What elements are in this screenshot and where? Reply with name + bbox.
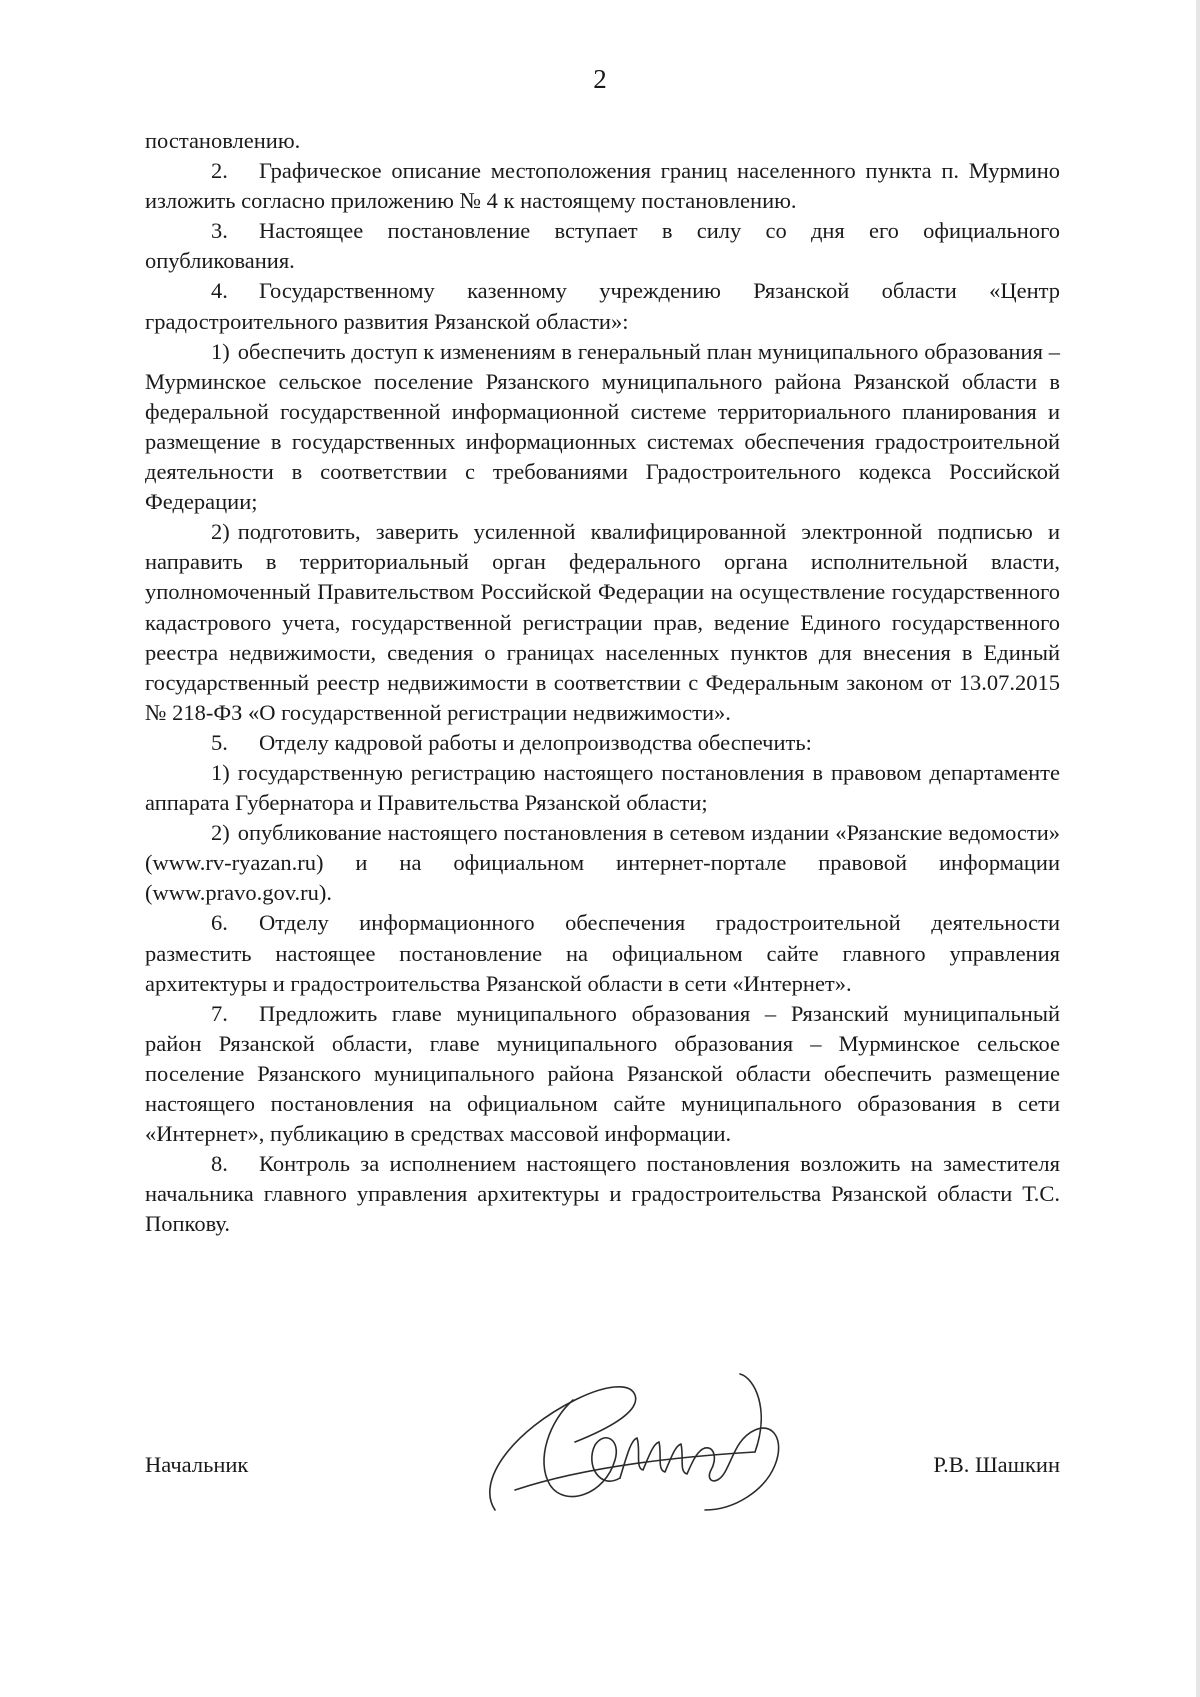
signer-title: Начальник (145, 1452, 249, 1477)
item-4-text: Государственному казенному учреждению Рязанской области «Центр градостроительного развития Рязанской области»: (145, 278, 1060, 334)
item-7 (145, 999, 1060, 1149)
item-8-number: 8. (211, 1151, 228, 1177)
item-5-sub-1-text: государственную регистрацию настоящего постановления в правовом департаменте аппарата Губернатора и Правительства Рязанской области; (145, 759, 1060, 816)
item-4-sub-2 (145, 517, 1060, 728)
item-6-number: 6. (211, 910, 228, 936)
item-3-number: 3. (211, 218, 228, 244)
item-5-sub-2-text: опубликование настоящего постановления в сетевом издании «Рязанские ведомости» (www.rv-ryazan.ru) и на официальном интернет-портале правовой информации (www.pravo.gov.ru). (145, 820, 1060, 906)
signer-name: Р.В. Шашкин (933, 1452, 1060, 1477)
handwritten-signature (455, 1360, 815, 1530)
item-4-number: 4. (211, 278, 228, 304)
item-7-number: 7. (211, 1000, 228, 1026)
item-4 (145, 276, 1060, 336)
item-5-sub-1 (145, 758, 1060, 818)
item-8-text: Контроль за исполнением настоящего постановления возложить на заместителя начальника главного управления архитектуры и градостроительства Рязанской области Т.С. Попкову. (145, 1151, 1060, 1237)
item-4-sub-1-number: 1) (211, 338, 230, 364)
item-4-sub-2-text: подготовить, заверить усиленной квалифицированной электронной подписью и направить в территориальный орган федерального органа исполнительной власти, уполномоченный Правительством Российской Федерации на осуществление государственного кадастрового учета, государственной регистрации прав, ведение Единого государственного реестра недвижимости, сведения о границах населенных пунктов для внесения в Единый государственный реестр недвижимости в соответствии с Федеральным законом от 13.07.2015 № 218-ФЗ «О государственной регистрации недвижимости». (145, 519, 1060, 725)
item-6 (145, 908, 1060, 998)
item-4-sub-2-number: 2) (211, 519, 230, 545)
item-3 (145, 216, 1060, 276)
item-5 (145, 728, 1060, 758)
item-4-sub-1-text: обеспечить доступ к изменениям в генеральный план муниципального образования – Мурминское сельское поселение Рязанского муниципального района Рязанской области в федеральной государственной информационной системе территориального планирования и размещение в государственных информационных системах обеспечения градостроительной деятельности в соответствии с требованиями Градостроительного кодекса Российской Федерации; (145, 338, 1060, 515)
item-2-number: 2. (211, 158, 228, 184)
item-2-text: Графическое описание местоположения границ населенного пункта п. Мурмино изложить согласно приложению № 4 к настоящему постановлению. (145, 158, 1060, 214)
continuation-text: постановлению. (145, 128, 301, 153)
item-5-number: 5. (211, 729, 228, 755)
item-6-text: Отделу информационного обеспечения градостроительной деятельности разместить настоящее постановление на официальном сайте главного управления архитектуры и градостроительства Рязанской области в сети «Интернет». (145, 910, 1060, 996)
signature-block (145, 1420, 1060, 1560)
item-4-sub-1 (145, 337, 1060, 518)
item-7-text: Предложить главе муниципального образования – Рязанский муниципальный район Рязанской области, главе муниципального образования – Мурминское сельское поселение Рязанского муниципального района Рязанской области обеспечить размещение настоящего постановления на официальном сайте муниципального образования в сети «Интернет», публикацию в средствах массовой информации. (145, 1000, 1060, 1147)
scan-edge (1196, 0, 1200, 1697)
document-body (145, 126, 1060, 1239)
item-3-text: Настоящее постановление вступает в силу со дня его официального опубликования. (145, 218, 1060, 274)
item-5-sub-1-number: 1) (211, 759, 230, 785)
item-8 (145, 1149, 1060, 1239)
item-5-sub-2 (145, 818, 1060, 908)
page-number: 2 (593, 64, 607, 94)
item-5-text: Отделу кадровой работы и делопроизводства обеспечить: (259, 729, 812, 755)
item-2 (145, 156, 1060, 216)
item-5-sub-2-number: 2) (211, 820, 230, 846)
